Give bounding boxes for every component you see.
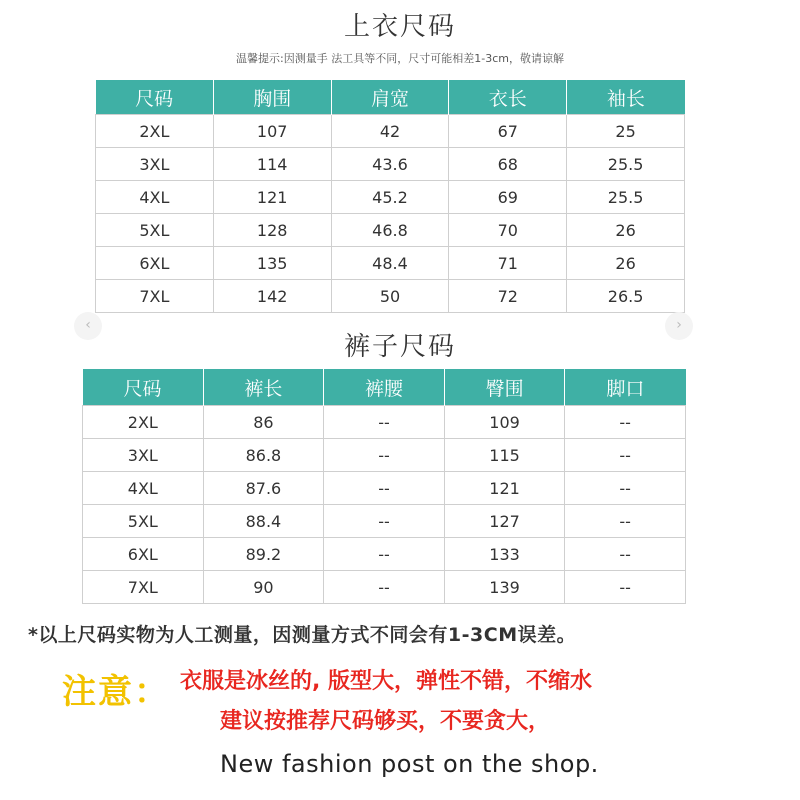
table-cell: 7XL [96, 280, 214, 313]
table-cell: -- [565, 538, 686, 571]
table-row [96, 148, 685, 181]
table-cell: 4XL [83, 472, 204, 505]
column-header: 袖长 [567, 80, 685, 115]
table-cell: 67 [449, 115, 567, 148]
table-cell: 86.8 [203, 439, 324, 472]
attention-text-line1: 衣服是冰丝的, 版型大，弹性不错，不缩水 [180, 669, 593, 694]
column-header: 肩宽 [331, 80, 449, 115]
table-cell: -- [565, 505, 686, 538]
table-cell: 6XL [96, 247, 214, 280]
table-cell: 45.2 [331, 181, 449, 214]
measurement-note: *以上尺码实物为人工测量，因测量方式不同会有1-3CM误差。 [28, 624, 577, 646]
attention-label: 注意： [62, 672, 170, 712]
table-cell: 69 [449, 181, 567, 214]
table-cell: 133 [444, 538, 565, 571]
table-cell: 90 [203, 571, 324, 604]
table-cell: -- [324, 406, 445, 439]
table-cell: -- [565, 406, 686, 439]
table-row [96, 247, 685, 280]
table-cell: 26 [567, 247, 685, 280]
table-cell: 2XL [96, 115, 214, 148]
table-cell: 42 [331, 115, 449, 148]
table-cell: 72 [449, 280, 567, 313]
table-cell: -- [565, 472, 686, 505]
table-row [83, 571, 686, 604]
table-cell: 87.6 [203, 472, 324, 505]
table-cell: 107 [213, 115, 331, 148]
table-cell: -- [324, 472, 445, 505]
table-row [83, 406, 686, 439]
table-cell: 109 [444, 406, 565, 439]
column-header: 裤长 [203, 369, 324, 406]
column-header: 衣长 [449, 80, 567, 115]
table-cell: 114 [213, 148, 331, 181]
table-cell: 5XL [83, 505, 204, 538]
table-cell: 46.8 [331, 214, 449, 247]
table-cell: -- [565, 571, 686, 604]
footer-text: New fashion post on the shop. [220, 750, 599, 778]
table-cell: 88.4 [203, 505, 324, 538]
table-cell: 139 [444, 571, 565, 604]
table-cell: 128 [213, 214, 331, 247]
table-cell: 2XL [83, 406, 204, 439]
table-cell: 70 [449, 214, 567, 247]
table-cell: 142 [213, 280, 331, 313]
table-cell: -- [324, 538, 445, 571]
chevron-right-icon[interactable]: › [665, 312, 693, 340]
attention-text-line2: 建议按推荐尺码够买，不要贪大， [220, 709, 551, 734]
table-cell: 68 [449, 148, 567, 181]
top-size-title: 上衣尺码 [343, 12, 456, 42]
table-cell: 3XL [96, 148, 214, 181]
table-cell: 50 [331, 280, 449, 313]
table-cell: 4XL [96, 181, 214, 214]
table-row [83, 439, 686, 472]
table-cell: 121 [444, 472, 565, 505]
table-cell: 89.2 [203, 538, 324, 571]
table-cell: 86 [203, 406, 324, 439]
table-cell: 25 [567, 115, 685, 148]
table-row [83, 472, 686, 505]
table-cell: -- [565, 439, 686, 472]
column-header: 尺码 [96, 80, 214, 115]
table-cell: 3XL [83, 439, 204, 472]
table-cell: 71 [449, 247, 567, 280]
table-cell: 135 [213, 247, 331, 280]
table-cell: 26.5 [567, 280, 685, 313]
column-header: 裤腰 [324, 369, 445, 406]
table-cell: -- [324, 439, 445, 472]
table-row [96, 214, 685, 247]
pants-size-table [82, 369, 686, 604]
table-header-row [96, 80, 685, 115]
table-cell: -- [324, 571, 445, 604]
table-row [96, 181, 685, 214]
table-cell: 25.5 [567, 181, 685, 214]
table-cell: 127 [444, 505, 565, 538]
measurement-hint: 温馨提示:因测量手 法工具等不同，尺寸可能相差1-3cm，敬请谅解 [236, 52, 564, 65]
table-cell: 43.6 [331, 148, 449, 181]
top-size-table [95, 80, 685, 313]
table-cell: 5XL [96, 214, 214, 247]
chevron-left-icon[interactable]: ‹ [74, 312, 102, 340]
table-header-row [83, 369, 686, 406]
table-cell: 25.5 [567, 148, 685, 181]
table-cell: 115 [444, 439, 565, 472]
table-cell: 6XL [83, 538, 204, 571]
pants-size-title: 裤子尺码 [343, 332, 456, 362]
table-cell: -- [324, 505, 445, 538]
table-cell: 121 [213, 181, 331, 214]
table-cell: 48.4 [331, 247, 449, 280]
table-row [96, 280, 685, 313]
table-row [83, 538, 686, 571]
column-header: 胸围 [213, 80, 331, 115]
table-cell: 7XL [83, 571, 204, 604]
table-row [96, 115, 685, 148]
column-header: 脚口 [565, 369, 686, 406]
column-header: 臀围 [444, 369, 565, 406]
table-row [83, 505, 686, 538]
table-cell: 26 [567, 214, 685, 247]
column-header: 尺码 [83, 369, 204, 406]
